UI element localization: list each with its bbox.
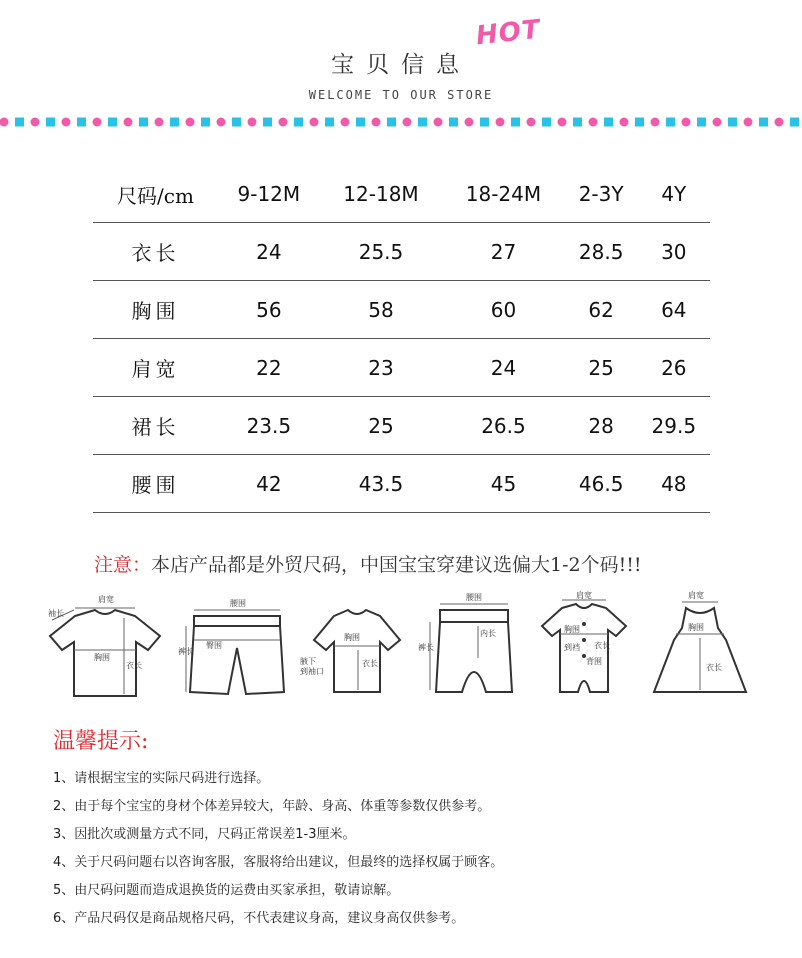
divider-dot bbox=[465, 118, 474, 127]
divider-dot bbox=[46, 118, 55, 127]
table-cell: 46.5 bbox=[565, 455, 638, 513]
decorative-dot-divider bbox=[0, 116, 802, 128]
row-label: 肩宽 bbox=[93, 339, 218, 397]
divider-dot bbox=[0, 118, 9, 127]
row-label: 裙长 bbox=[93, 397, 218, 455]
divider-dot bbox=[139, 118, 148, 127]
divider-dot bbox=[434, 118, 443, 127]
size-header-cell: 尺码/cm bbox=[93, 166, 218, 223]
table-cell: 23 bbox=[320, 339, 442, 397]
divider-dot bbox=[418, 118, 427, 127]
table-cell: 28.5 bbox=[565, 223, 638, 281]
table-row bbox=[93, 397, 710, 455]
divider-dot bbox=[620, 118, 629, 127]
row-label: 衣长 bbox=[93, 223, 218, 281]
pants-measure-illustration bbox=[418, 588, 528, 707]
page-subtitle: WELCOME TO OUR STORE bbox=[308, 88, 494, 102]
divider-dot bbox=[77, 118, 86, 127]
pants-inseam-label: 内长 bbox=[480, 629, 496, 638]
row-label: 胸围 bbox=[93, 281, 218, 339]
divider-dot bbox=[155, 118, 164, 127]
divider-dot bbox=[558, 118, 567, 127]
shorts-icon bbox=[180, 588, 290, 703]
divider-dot bbox=[201, 118, 210, 127]
dress-chest-label: 胸围 bbox=[688, 623, 704, 632]
tips-title: 温馨提示: bbox=[53, 729, 149, 754]
divider-dot bbox=[170, 118, 179, 127]
table-cell: 30 bbox=[638, 223, 710, 281]
table-cell: 29.5 bbox=[638, 397, 710, 455]
size-header-cell: 12-18M bbox=[320, 166, 442, 223]
table-cell: 24 bbox=[218, 223, 320, 281]
table-cell: 62 bbox=[565, 281, 638, 339]
divider-dot bbox=[279, 118, 288, 127]
divider-dot bbox=[294, 118, 303, 127]
size-header-cell: 2-3Y bbox=[565, 166, 638, 223]
raglan-armpit-label: 腋下 bbox=[300, 657, 316, 666]
divider-dot bbox=[759, 118, 768, 127]
divider-dot bbox=[93, 118, 102, 127]
divider-dot bbox=[108, 118, 117, 127]
divider-dot bbox=[325, 118, 334, 127]
raglan-chest-label: 胸围 bbox=[344, 633, 360, 642]
shorts-length-label: 裤长 bbox=[178, 647, 194, 656]
size-chart-header-row bbox=[93, 166, 710, 223]
size-header-cell: 9-12M bbox=[218, 166, 320, 223]
divider-dot bbox=[728, 118, 737, 127]
tips-list bbox=[53, 770, 503, 938]
romper-length-label: 衣长 bbox=[594, 641, 610, 650]
notice-label: 注意： bbox=[94, 554, 152, 576]
divider-dot bbox=[573, 118, 582, 127]
divider-dot bbox=[480, 118, 489, 127]
size-header-cell: 4Y bbox=[638, 166, 710, 223]
row-label: 腰围 bbox=[93, 455, 218, 513]
divider-dot bbox=[248, 118, 257, 127]
raglan-tee-icon bbox=[300, 588, 410, 703]
divider-dot bbox=[496, 118, 505, 127]
divider-dot bbox=[744, 118, 753, 127]
divider-dot bbox=[713, 118, 722, 127]
romper-chest-label: 胸围 bbox=[564, 625, 580, 634]
divider-dot bbox=[589, 118, 598, 127]
size-notice bbox=[94, 550, 642, 577]
divider-dot bbox=[372, 118, 381, 127]
table-cell: 25.5 bbox=[320, 223, 442, 281]
divider-dot bbox=[682, 118, 691, 127]
divider-dot bbox=[635, 118, 644, 127]
tshirt-shoulder-label: 肩宽 bbox=[98, 595, 114, 604]
divider-dot bbox=[232, 118, 241, 127]
table-cell: 25 bbox=[320, 397, 442, 455]
list-item: 3、因批次或测量方式不同，尺码正常误差1-3厘米。 bbox=[53, 827, 356, 842]
table-cell: 23.5 bbox=[218, 397, 320, 455]
romper-measure-illustration bbox=[528, 588, 638, 707]
divider-dot bbox=[15, 118, 24, 127]
tshirt-length-label: 衣长 bbox=[126, 661, 142, 670]
table-cell: 26 bbox=[638, 339, 710, 397]
divider-dot bbox=[31, 118, 40, 127]
measurement-illustrations bbox=[40, 588, 770, 710]
divider-dot bbox=[604, 118, 613, 127]
divider-dot bbox=[697, 118, 706, 127]
table-row bbox=[93, 281, 710, 339]
table-cell: 60 bbox=[442, 281, 564, 339]
divider-dot bbox=[666, 118, 675, 127]
divider-dot bbox=[124, 118, 133, 127]
table-cell: 22 bbox=[218, 339, 320, 397]
size-header-cell: 18-24M bbox=[442, 166, 564, 223]
divider-dot bbox=[651, 118, 660, 127]
divider-dot bbox=[62, 118, 71, 127]
table-cell: 43.5 bbox=[320, 455, 442, 513]
divider-dot bbox=[186, 118, 195, 127]
table-cell: 25 bbox=[565, 339, 638, 397]
table-cell: 64 bbox=[638, 281, 710, 339]
dress-length-label: 衣长 bbox=[706, 663, 722, 672]
dress-shoulder-label: 肩宽 bbox=[688, 591, 704, 600]
divider-dot bbox=[542, 118, 551, 127]
list-item: 1、请根据宝宝的实际尺码进行选择。 bbox=[53, 771, 270, 786]
table-cell: 27 bbox=[442, 223, 564, 281]
romper-crotch-label: 到裆 bbox=[564, 643, 580, 652]
romper-icon bbox=[528, 588, 638, 703]
table-cell: 24 bbox=[442, 339, 564, 397]
raglan-tee-measure-illustration bbox=[300, 588, 410, 707]
divider-dot bbox=[356, 118, 365, 127]
table-row bbox=[93, 339, 710, 397]
table-cell: 48 bbox=[638, 455, 710, 513]
dress-icon bbox=[646, 588, 756, 703]
romper-back-label: 背围 bbox=[586, 657, 602, 666]
raglan-length-label: 衣长 bbox=[362, 659, 378, 668]
table-row bbox=[93, 455, 710, 513]
table-cell: 45 bbox=[442, 455, 564, 513]
raglan-cuff-label: 到袖口 bbox=[300, 667, 324, 676]
table-cell: 28 bbox=[565, 397, 638, 455]
divider-dot bbox=[511, 118, 520, 127]
romper-shoulder-label: 肩宽 bbox=[576, 591, 592, 600]
shorts-hip-label: 臀围 bbox=[206, 641, 222, 650]
pants-icon bbox=[418, 588, 528, 703]
table-cell: 56 bbox=[218, 281, 320, 339]
table-cell: 42 bbox=[218, 455, 320, 513]
shorts-waist-label: 腰围 bbox=[230, 599, 246, 608]
notice-text: 本店产品都是外贸尺码，中国宝宝穿建议选偏大1-2个码!!! bbox=[151, 554, 642, 576]
divider-dot bbox=[387, 118, 396, 127]
dress-measure-illustration bbox=[646, 588, 756, 707]
list-item: 6、产品尺码仅是商品规格尺码，不代表建议身高，建议身高仅供参考。 bbox=[53, 911, 465, 926]
divider-dot bbox=[403, 118, 412, 127]
tshirt-sleeve-label: 袖长 bbox=[48, 609, 64, 618]
list-item: 5、由尺码问题而造成退换货的运费由买家承担，敬请谅解。 bbox=[53, 883, 400, 898]
divider-dot bbox=[449, 118, 458, 127]
divider-dot bbox=[310, 118, 319, 127]
pants-length-label: 裤长 bbox=[418, 643, 434, 652]
divider-dot bbox=[341, 118, 350, 127]
divider-dot bbox=[263, 118, 272, 127]
table-cell: 58 bbox=[320, 281, 442, 339]
shorts-measure-illustration bbox=[180, 588, 290, 707]
divider-dot bbox=[790, 118, 799, 127]
tshirt-chest-label: 胸围 bbox=[94, 653, 110, 662]
tshirt-icon bbox=[40, 588, 170, 703]
table-cell: 26.5 bbox=[442, 397, 564, 455]
list-item: 4、关于尺码问题右以咨询客服，客服将给出建议，但最终的选择权属于顾客。 bbox=[53, 855, 504, 870]
divider-dot bbox=[527, 118, 536, 127]
divider-dot bbox=[775, 118, 784, 127]
table-row bbox=[93, 223, 710, 281]
divider-dot bbox=[217, 118, 226, 127]
hot-badge: HOT bbox=[474, 14, 543, 52]
pants-waist-label: 腰围 bbox=[466, 593, 482, 602]
size-chart-table bbox=[93, 166, 710, 513]
page-title: 宝贝信息 bbox=[331, 52, 471, 78]
list-item: 2、由于每个宝宝的身材个体差异较大，年龄、身高、体重等参数仅供参考。 bbox=[53, 799, 491, 814]
tshirt-measure-illustration bbox=[40, 588, 170, 707]
